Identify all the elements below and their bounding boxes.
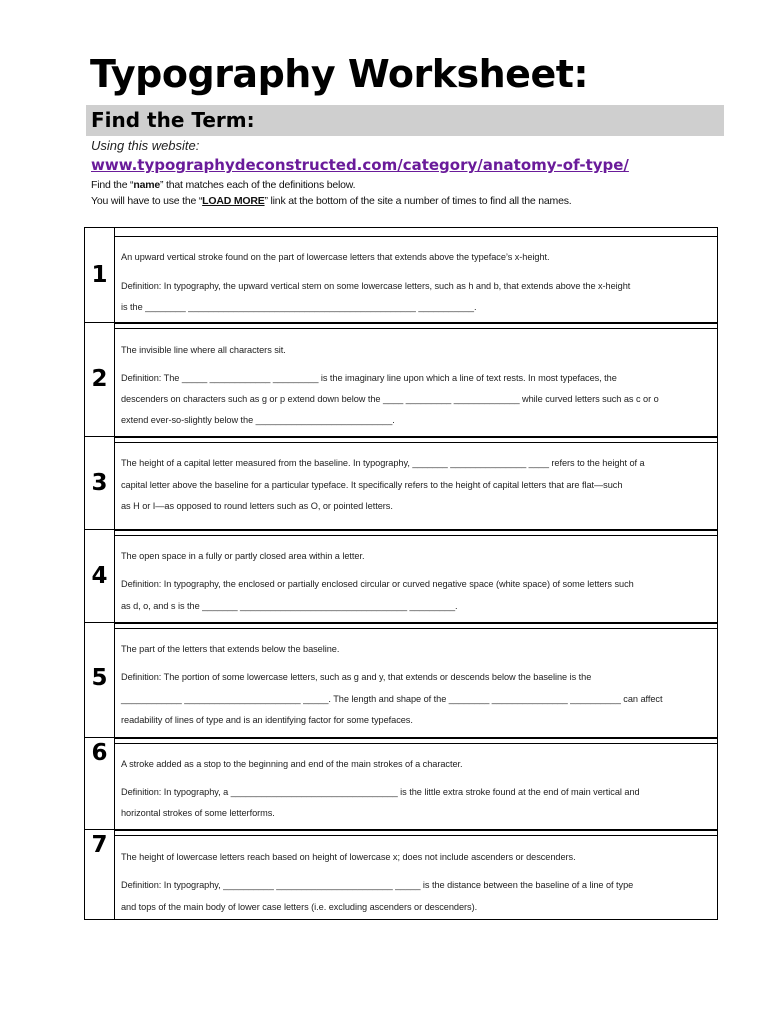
instruction-text: ” that matches each of the definitions below. xyxy=(160,179,356,191)
item-number: 6 xyxy=(91,740,108,766)
item-number: 3 xyxy=(91,470,108,496)
section-title: Find the Term: xyxy=(91,108,255,132)
item-line: Definition: The portion of some lowercase letters, such as g and y, that extends or descends below the baseline is the xyxy=(121,672,592,682)
instruction-line-2 xyxy=(91,195,572,207)
table-row xyxy=(85,622,718,737)
load-more-label: LOAD MORE xyxy=(202,195,265,207)
instruction-line-1 xyxy=(91,179,355,191)
item-line: ____________ _______________________ _____. The length and shape of the ________ _______________ __________ can affect xyxy=(121,694,663,704)
item-number: 2 xyxy=(91,366,108,392)
item-line: as d, o, and s is the _______ _________________________________ _________. xyxy=(121,601,458,611)
item-number: 1 xyxy=(91,262,108,288)
item-number: 4 xyxy=(91,563,108,589)
instruction-text: You will have to use the “ xyxy=(91,195,203,207)
item-line: capital letter above the baseline for a particular typeface. It specifically refers to the height of capital letters that are flat—such xyxy=(121,480,623,490)
website-link[interactable]: www.typographydeconstructed.com/category/anatomy-of-type/ xyxy=(91,156,629,174)
item-line: The height of a capital letter measured from the baseline. In typography, _______ _______________ ____ refers to the height of a xyxy=(121,458,645,468)
item-line: Definition: In typography, a _________________________________ is the little extra stroke found at the end of main vertical and xyxy=(121,787,640,797)
item-line: A stroke added as a stop to the beginning and end of the main strokes of a character. xyxy=(121,759,463,769)
instruction-emphasis: name xyxy=(133,179,160,191)
table-row xyxy=(85,737,718,829)
table-row xyxy=(85,436,718,529)
item-line: Definition: In typography, the upward vertical stem on some lowercase letters, such as h and b, that extends above the x-height xyxy=(121,281,631,291)
item-line: as H or I—as opposed to round letters such as O, or pointed letters. xyxy=(121,501,393,511)
item-line: descenders on characters such as g or p extend down below the ____ _________ _____________ while curved letters such as c or o xyxy=(121,394,659,404)
item-line: The open space in a fully or partly closed area within a letter. xyxy=(121,551,365,561)
item-line: The part of the letters that extends below the baseline. xyxy=(121,644,340,654)
item-line: The invisible line where all characters sit. xyxy=(121,345,286,355)
instruction-text: ” link at the bottom of the site a number of times to find all the names. xyxy=(264,195,572,207)
item-line: readability of lines of type and is an identifying factor for some typefaces. xyxy=(121,715,413,725)
table-row xyxy=(85,529,718,622)
item-line: horizontal strokes of some letterforms. xyxy=(121,808,275,818)
item-line: Definition: In typography, __________ _______________________ _____ is the distance between the baseline of a line of type xyxy=(121,880,634,890)
item-number: 7 xyxy=(91,832,108,858)
item-line: is the ________ _____________________________________________ ___________. xyxy=(121,302,477,312)
table-row xyxy=(85,228,718,322)
definitions-table xyxy=(84,227,718,920)
item-line: and tops of the main body of lower case letters (i.e. excluding ascenders or descenders). xyxy=(121,902,478,912)
item-number: 5 xyxy=(91,665,108,691)
page-title: Typography Worksheet: xyxy=(90,52,589,96)
item-line: The height of lowercase letters reach based on height of lowercase x; does not include ascenders or descenders. xyxy=(121,852,576,862)
item-line: extend ever-so-slightly below the ___________________________. xyxy=(121,415,395,425)
section-header xyxy=(86,105,724,136)
item-line: Definition: The _____ ____________ _________ is the imaginary line upon which a line of text rests. In most typefaces, the xyxy=(121,373,617,383)
table-row xyxy=(85,829,718,920)
item-line: An upward vertical stroke found on the part of lowercase letters that extends above the typeface’s x-height. xyxy=(121,252,550,262)
item-line: Definition: In typography, the enclosed or partially enclosed circular or curved negative space (white space) of some letters such xyxy=(121,579,634,589)
table-row xyxy=(85,322,718,436)
instruction-text: Find the “ xyxy=(91,179,134,191)
using-label: Using this website: xyxy=(91,138,200,153)
